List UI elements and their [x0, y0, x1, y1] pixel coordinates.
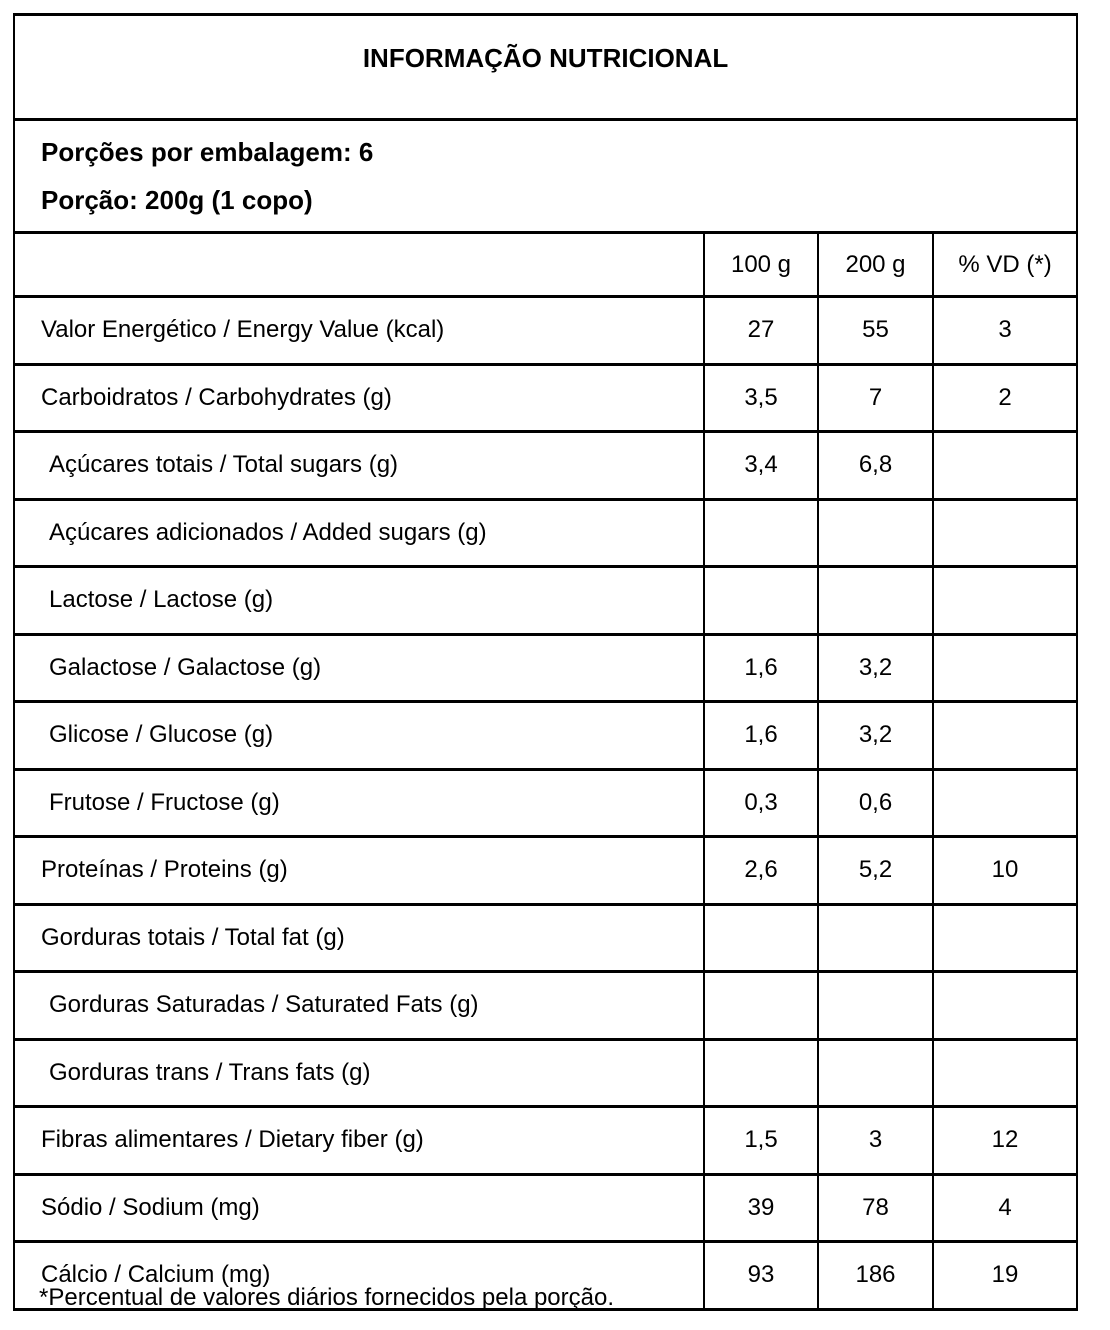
nutrient-label: Proteínas / Proteins (g) [14, 837, 704, 905]
nutrient-value-100g: 2,6 [704, 837, 818, 905]
nutrient-value-200g: 7 [818, 364, 933, 432]
nutrient-label: Frutose / Fructose (g) [14, 769, 704, 837]
nutrient-value-daily: 10 [933, 837, 1077, 905]
nutrient-value-daily: 3 [933, 297, 1077, 365]
nutrient-row [14, 1039, 1077, 1107]
nutrient-value-daily: 2 [933, 364, 1077, 432]
nutrient-value-200g: 5,2 [818, 837, 933, 905]
nutrition-table [13, 13, 1078, 1311]
nutrient-row [14, 1107, 1077, 1175]
nutrient-value-100g: 1,6 [704, 702, 818, 770]
nutrient-value-daily [933, 567, 1077, 635]
nutrient-value-100g: 93 [704, 1242, 818, 1310]
column-header-100g: 100 g [704, 233, 818, 297]
nutrient-row [14, 837, 1077, 905]
nutrient-label: Fibras alimentares / Dietary fiber (g) [14, 1107, 704, 1175]
nutrient-row [14, 972, 1077, 1040]
nutrient-value-200g: 78 [818, 1174, 933, 1242]
nutrient-value-200g: 0,6 [818, 769, 933, 837]
column-header-daily-value: % VD (*) [933, 233, 1077, 297]
servings-per-package: Porções por embalagem: 6 [41, 137, 374, 167]
column-header-200g: 200 g [818, 233, 933, 297]
nutrient-label: Sódio / Sodium (mg) [14, 1174, 704, 1242]
nutrient-value-100g: 27 [704, 297, 818, 365]
nutrient-row [14, 432, 1077, 500]
nutrient-value-200g [818, 499, 933, 567]
nutrient-value-200g: 3,2 [818, 702, 933, 770]
nutrient-label: Gorduras totais / Total fat (g) [14, 904, 704, 972]
nutrient-value-200g [818, 904, 933, 972]
nutrient-row [14, 364, 1077, 432]
nutrient-rows [14, 297, 1077, 1310]
nutrient-value-100g: 39 [704, 1174, 818, 1242]
nutrient-label: Carboidratos / Carbohydrates (g) [14, 364, 704, 432]
nutrient-value-100g [704, 567, 818, 635]
nutrient-value-100g [704, 1039, 818, 1107]
nutrient-value-daily [933, 432, 1077, 500]
nutrient-value-daily [933, 904, 1077, 972]
nutrient-value-daily [933, 702, 1077, 770]
nutrient-value-200g: 6,8 [818, 432, 933, 500]
nutrient-row [14, 1174, 1077, 1242]
nutrient-value-200g [818, 567, 933, 635]
nutrient-label: Galactose / Galactose (g) [14, 634, 704, 702]
nutrient-value-100g [704, 499, 818, 567]
nutrient-value-200g: 186 [818, 1242, 933, 1310]
nutrient-row [14, 499, 1077, 567]
nutrient-row [14, 904, 1077, 972]
nutrient-value-200g [818, 1039, 933, 1107]
nutrient-label: Lactose / Lactose (g) [14, 567, 704, 635]
serving-info-row [14, 120, 1077, 233]
nutrient-value-daily [933, 634, 1077, 702]
title-row [14, 15, 1077, 120]
nutrient-value-daily [933, 1039, 1077, 1107]
page-title: INFORMAÇÃO NUTRICIONAL [14, 15, 1077, 120]
nutrient-row [14, 634, 1077, 702]
nutrient-row [14, 769, 1077, 837]
nutrient-row [14, 702, 1077, 770]
nutrient-label: Açúcares totais / Total sugars (g) [14, 432, 704, 500]
nutrient-value-200g: 3 [818, 1107, 933, 1175]
nutrient-value-daily [933, 972, 1077, 1040]
nutrient-label: Cálcio / Calcium (mg) [14, 1242, 704, 1310]
nutrient-value-daily: 4 [933, 1174, 1077, 1242]
serving-info-cell [14, 120, 1077, 233]
nutrient-row [14, 297, 1077, 365]
nutrient-value-daily [933, 499, 1077, 567]
nutrient-value-daily [933, 769, 1077, 837]
serving-size: Porção: 200g (1 copo) [41, 185, 313, 215]
column-header-row [14, 233, 1077, 297]
column-header-empty [14, 233, 704, 297]
nutrient-value-200g [818, 972, 933, 1040]
nutrient-value-daily: 12 [933, 1107, 1077, 1175]
nutrient-value-100g: 3,5 [704, 364, 818, 432]
nutrient-row [14, 567, 1077, 635]
nutrient-label: Açúcares adicionados / Added sugars (g) [14, 499, 704, 567]
nutrient-value-100g [704, 972, 818, 1040]
nutrient-label: Gorduras Saturadas / Saturated Fats (g) [14, 972, 704, 1040]
daily-value-footnote: *Percentual de valores diários fornecidos pela porção. [39, 1284, 615, 1311]
nutrient-value-100g: 3,4 [704, 432, 818, 500]
nutrient-value-daily: 19 [933, 1242, 1077, 1310]
nutrient-label: Gorduras trans / Trans fats (g) [14, 1039, 704, 1107]
nutrient-value-100g: 1,5 [704, 1107, 818, 1175]
nutrient-value-100g: 1,6 [704, 634, 818, 702]
nutrient-value-200g: 55 [818, 297, 933, 365]
nutrient-value-100g: 0,3 [704, 769, 818, 837]
nutrient-value-100g [704, 904, 818, 972]
nutrient-value-200g: 3,2 [818, 634, 933, 702]
nutrient-label: Valor Energético / Energy Value (kcal) [14, 297, 704, 365]
nutrient-label: Glicose / Glucose (g) [14, 702, 704, 770]
